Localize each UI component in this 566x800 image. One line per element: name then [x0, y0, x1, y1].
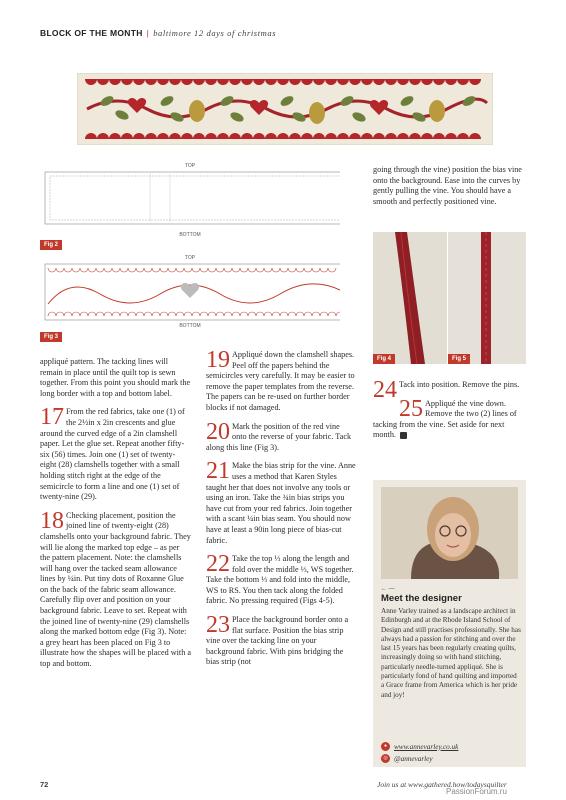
- step-text: Take the top ⅓ along the length and fold over the middle ⅓, WS together. Take the bottom ⅓ and fold into the middle, WS to RS. You then tack along the folded fabric. No pressing required (Figs 4-5).: [206, 554, 354, 606]
- column-3-steps: [373, 377, 526, 441]
- section-title: BLOCK OF THE MONTH: [40, 28, 143, 38]
- instagram-link[interactable]: [381, 754, 433, 763]
- step-number: 25: [399, 395, 423, 422]
- fig2-top-label: TOP: [184, 163, 196, 169]
- instagram-icon: ◎: [381, 754, 390, 763]
- column-1: [40, 357, 191, 670]
- website-text[interactable]: www.annevarley.co.uk: [394, 742, 459, 751]
- step-number: 17: [40, 404, 64, 431]
- page-header: [40, 28, 276, 38]
- portrait-image: [381, 487, 518, 579]
- header-separator: |: [146, 28, 150, 38]
- fig3-bottom-label: BOTTOM: [179, 323, 201, 329]
- fig3-drawing: [40, 254, 340, 329]
- continued-paragraph: going through the vine) position the bias vine onto the background. Ease into the curves by gently pulling the vine. You should have a smooth and perfectly positioned vine.: [373, 165, 522, 206]
- footer-tagline: Join us at www.gathered.how/todaysquilter: [377, 780, 507, 789]
- arrow-rule: ← —: [381, 586, 395, 592]
- fig2-drawing: [40, 160, 340, 240]
- page-number: 72: [40, 780, 49, 789]
- step-text: Checking placement, position the joined line of twenty-eight (28) clamshells onto your background fabric. They will lie along the marked top edge – as per the pattern placement. Note: the clamshells will hang over the tacked seam allowance lines by ¼in. Put tiny dots of Roxanne Glue on the back of the fabric seam allowance. Carefully flip over and position on your background fabric. Leave to set. Repeat with the joined line of twenty-nine (29) clamshells along the marked bottom edge (Fig 3). Note: a grey heart has been placed on Fig 3 to illustrate how the shapes will be placed with a top and bottom.: [40, 510, 191, 669]
- fig2-bottom-label: BOTTOM: [179, 232, 201, 238]
- step-20: [206, 418, 356, 454]
- step-text: Tack into position. Remove the pins.: [399, 380, 520, 389]
- fig4-image: [373, 232, 447, 364]
- step-number: 24: [373, 377, 397, 403]
- step-number: 20: [206, 418, 230, 445]
- step-number: 23: [206, 612, 230, 639]
- step-text: Appliqué the vine down. Remove the two (2) lines of tacking from the vine. Set aside for next month.: [373, 398, 517, 440]
- step-text: Place the background border onto a flat surface. Position the bias strip vine over the tacking line on your background fabric. With pins bridging the bias strip (not: [206, 615, 349, 667]
- designer-portrait: [381, 487, 518, 579]
- step-24: [373, 377, 526, 403]
- series-title: baltimore 12 days of christmas: [153, 28, 277, 38]
- instagram-text[interactable]: @annevarley: [394, 754, 433, 763]
- fig5-label: Fig 5: [448, 354, 470, 364]
- fig4-photo: [373, 232, 447, 364]
- fig5-photo: [448, 232, 526, 364]
- fig5-image: [448, 232, 526, 364]
- step-23: [206, 612, 356, 668]
- step-text: Appliqué down the clamshell shapes. Peel off the papers behind the semicircles very carefully. It may be easier to remove the paper templates from the reverse. The papers can be re-used on further border blocks if not damaged.: [206, 350, 355, 412]
- fig2-label: Fig 2: [40, 240, 62, 250]
- watermark: PassionForum.ru: [446, 787, 507, 796]
- designer-title: Meet the designer: [381, 593, 462, 604]
- step-17: [40, 404, 191, 502]
- step-25: [373, 395, 526, 441]
- column-2: [206, 347, 356, 668]
- fig3-label: Fig 3: [40, 332, 62, 342]
- designer-box: [373, 480, 526, 767]
- step-21: [206, 458, 356, 546]
- step-18: [40, 507, 191, 670]
- end-mark-icon: [400, 432, 407, 439]
- globe-icon: ●: [381, 742, 390, 751]
- step-text: From the red fabrics, take one (1) of the 2½in x 2in crescents and glue around the curved edge of a 2in clamshell paper. Let the glue set. Repeat another fifty-six (56) times. Join one (1) set of twenty-eight (28) clamshells together with a small holding stitch right at the edge of the semicircle to form a line and one (1) set of twenty-nine (29).: [40, 407, 185, 502]
- fig4-label: Fig 4: [373, 354, 395, 364]
- step-number: 21: [206, 458, 230, 485]
- fig2-diagram: [40, 160, 340, 250]
- step-number: 22: [206, 551, 230, 578]
- intro-paragraph: appliqué pattern. The tacking lines will remain in place until the quilt top is sewn together. From this point you should mark the long border with a top and bottom label.: [40, 357, 191, 398]
- step-text: Make the bias strip for the vine. Anne uses a method that Karen Styles taught her that does not involve any tools or using an iron. Take the ¾in bias strips you have cut from your red fabrics. Join together with a scant ¼in bias seam. You should now have at least a 90in long piece of bias-cut fabric.: [206, 461, 356, 545]
- quilt-border-photo: [77, 73, 493, 145]
- designer-bio: Anne Varley trained as a landscape architect in Edinburgh and at the Rhode Island School of Design and still practises professionally. She has always had a passion for stitching and over the last 15 years has been regularly creating quilts, increasingly doing so with hand stitching, particularly needle-turned appliqué. She is particularly fond of hand quilting and imported a Grace frame from America which is her pride and joy!: [381, 607, 521, 699]
- step-number: 19: [206, 347, 230, 373]
- fig3-diagram: [40, 254, 340, 344]
- step-19: [206, 347, 356, 414]
- step-number: 18: [40, 507, 64, 534]
- website-link[interactable]: [381, 742, 458, 751]
- column-3-top: [373, 165, 526, 207]
- step-22: [206, 551, 356, 607]
- fig3-top-label: TOP: [184, 255, 196, 261]
- step-text: Mark the position of the red vine onto the reverse of your fabric. Tack along this line (Fig 3).: [206, 421, 352, 452]
